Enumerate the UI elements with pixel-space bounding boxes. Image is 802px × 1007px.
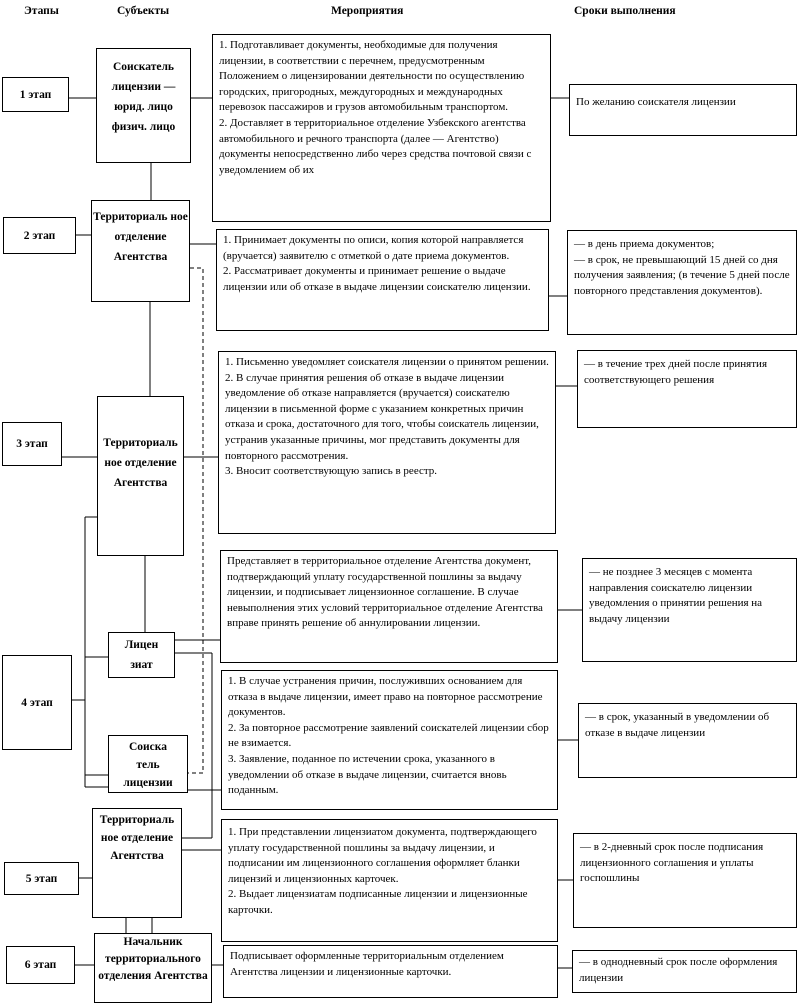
- term-stage-4-applicant: — в срок, указанный в уведомлении об отказе в выдаче лицензии: [578, 703, 797, 778]
- header-subjects: Субъекты: [117, 5, 170, 17]
- subject-applicant-4: Соиска тель лицензии: [108, 735, 188, 793]
- subject-licensee: Лицен зиат: [108, 632, 175, 678]
- stage-1: 1 этап: [2, 77, 69, 112]
- activity-stage-4-applicant: 1. В случае устранения причин, послуживших основанием для отказа в выдаче лицензии, имеет право на повторное рассмотрение документов. 2. За повторное рассмотрение заявлений соискателей лицензии сбор не взимается. 3. Заявление, поданное по истечении срока, указанного в уведомлении об отказе в выдаче лицензии, считается вновь поданным.: [221, 670, 558, 810]
- header-activities: Мероприятия: [331, 5, 404, 17]
- stage-5: 5 этап: [4, 862, 79, 895]
- subject-territorial-office-3: Территориаль ное отделение Агентства: [97, 396, 184, 556]
- subject-office-head: Начальник территориального отделения Агентства: [94, 933, 212, 1003]
- activity-stage-2: 1. Принимает документы по описи, копия которой направляется (вручается) заявителю с отметкой о дате приема документов. 2. Рассматривает документы и принимает решение о выдаче лицензии или об отказе в выдаче лицензии соискателю лицензии.: [216, 229, 549, 331]
- term-stage-5: — в 2-дневный срок после подписания лицензионного соглашения и уплаты госпошлины: [573, 833, 797, 928]
- activity-stage-1: 1. Подготавливает документы, необходимые для получения лицензии, в соответствии с перечнем, предусмотренным Положением о лицензировании деятельности по осуществлению городских, пригородных, междугородных и международных перевозок пассажиров и грузов автомобильным транспортом. 2. Доставляет в территориальное отделение Узбекского агентства автомобильного и речного транспорта (далее — Агентство) документы непосредственно либо через средства почтовой связи с уведомлением об их: [212, 34, 551, 222]
- header-stages: Этапы: [24, 5, 59, 17]
- term-stage-2: — в день приема документов; — в срок, не превышающий 15 дней со дня получения заявления; (в течение 5 дней после повторного представления документов).: [567, 230, 797, 335]
- subject-territorial-office-5: Территориаль ное отделение Агентства: [92, 808, 182, 918]
- stage-2: 2 этап: [3, 217, 76, 254]
- subject-applicant: Соискатель лицензии — юрид. лицо физич. лицо: [96, 48, 191, 163]
- term-stage-3: — в течение трех дней после принятия соответствующего решения: [577, 350, 797, 428]
- stage-3: 3 этап: [2, 422, 62, 466]
- stage-6: 6 этап: [6, 946, 75, 984]
- activity-stage-5: 1. При представлении лицензиатом документа, подтверждающего уплату государственной пошлины за выдачу лицензии, и подписании им лицензионного соглашения оформляет бланки лицензий и лицензионных карточек. 2. Выдает лицензиатам подписанные лицензии и лицензионные карточки.: [221, 819, 558, 942]
- stage-4: 4 этап: [2, 655, 72, 750]
- activity-stage-4-licensee: Представляет в территориальное отделение Агентства документ, подтверждающий уплату государственной пошлины за выдачу лицензии, и подписывает лицензионное соглашение. В случае невыполнения этих условий территориальное отделение Агентства вправе принять решение об аннулировании лицензии.: [220, 550, 558, 663]
- activity-stage-6: Подписывает оформленные территориальным отделением Агентства лицензии и лицензионные карточки.: [223, 945, 558, 998]
- subject-territorial-office-2: Территориаль ное отделение Агентства: [91, 200, 190, 302]
- header-terms: Сроки выполнения: [574, 5, 676, 17]
- term-stage-1: По желанию соискателя лицензии: [569, 84, 797, 136]
- activity-stage-3: 1. Письменно уведомляет соискателя лицензии о принятом решении. 2. В случае принятия решения об отказе в выдаче лицензии уведомление об отказе направляется (вручается) соискателю лицензии в письменной форме с указанием конкретных причин отказа и срока, достаточного для того, чтобы соискатель лицензии, устранив указанные причины, мог представить документы для повторного рассмотрения. 3. Вносит соответствующую запись в реестр.: [218, 351, 556, 534]
- term-stage-4-licensee: — не позднее 3 месяцев с момента направления соискателю лицензии уведомления о принятии решения на выдачу лицензии: [582, 558, 797, 662]
- term-stage-6: — в однодневный срок после оформления лицензии: [572, 950, 797, 993]
